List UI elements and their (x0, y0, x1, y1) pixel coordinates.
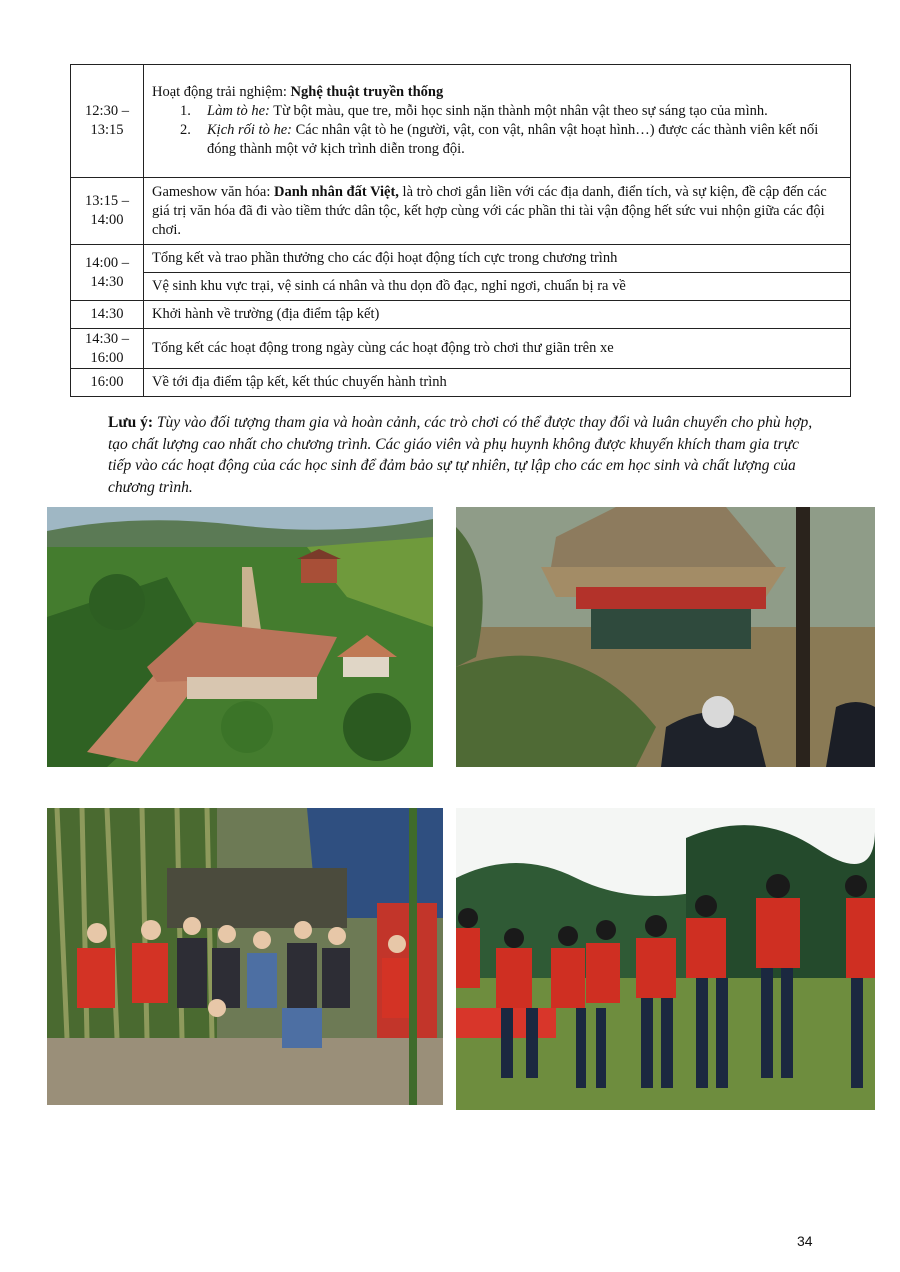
schedule-row (71, 245, 851, 273)
activity-cell (144, 178, 851, 245)
time-text: 14:00 – 14:30 (85, 254, 129, 290)
activity-cell: Về tới địa điểm tập kết, kết thúc chuyến hành trình (144, 369, 851, 397)
schedule-row (71, 329, 851, 369)
schedule-row (71, 178, 851, 245)
activity-bold: Danh nhân đất Việt, (274, 183, 399, 200)
schedule-row (71, 369, 851, 397)
time-cell: 16:00 (71, 369, 144, 397)
activity-cell (144, 65, 851, 178)
list-number: 1. (180, 103, 191, 119)
activity-cell: Khởi hành về trường (địa điểm tập kết) (144, 301, 851, 329)
photo-students-dancing (456, 808, 875, 1110)
item-text: Từ bột màu, que tre, mỗi học sinh nặn thành một nhân vật theo sự sáng tạo của mình. (269, 103, 768, 119)
note-label: Lưu ý: (108, 414, 154, 431)
item-title: Làm tò he: (207, 103, 270, 119)
activity-cell: Tổng kết và trao phần thưởng cho các đội hoạt động tích cực trong chương trình (144, 245, 851, 273)
note-paragraph (108, 412, 823, 498)
heading-prefix: Hoạt động trải nghiệm: (152, 84, 291, 100)
item-title: Kịch rối tò he: (207, 122, 292, 138)
list-item (152, 102, 842, 121)
activity-cell: Tổng kết các hoạt động trong ngày cùng các hoạt động trò chơi thư giãn trên xe (144, 329, 851, 369)
activity-text: là trò chơi gắn liền với các địa danh, điển tích, và sự kiện, đề cập đến các giá trị văn hóa đã đi vào tiềm thức dân tộc, kết hợp cùng với các phần thi tài vận động hết sức vui nhộn giữa các đội chơi. (152, 183, 827, 238)
schedule-table (70, 64, 851, 397)
photo-village-aerial (47, 507, 433, 767)
activity-cell: Vệ sinh khu vực trại, vệ sinh cá nhân và thu dọn đồ đạc, nghỉ ngơi, chuẩn bị ra về (144, 273, 851, 301)
activity-list (152, 102, 842, 159)
time-cell (71, 178, 144, 245)
note-text: Tùy vào đối tượng tham gia và hoàn cảnh, các trò chơi có thể được thay đổi và luân chuyển cho phù hợp, tạo chất lượng cao nhất cho chương trình. Các giáo viên và phụ huynh không được khuyến khích tham gia trực tiếp vào các hoạt động của các học sinh để đảm bảo sự tự nhiên, tự lập cho các em học sinh và chất lượng của chương trình. (108, 414, 813, 496)
activity-prefix: Gameshow văn hóa: (152, 183, 275, 200)
time-cell: 14:30 (71, 301, 144, 329)
list-item (152, 121, 842, 159)
time-cell: 14:30 – 16:00 (71, 329, 144, 369)
time-cell (71, 245, 144, 301)
schedule-row (71, 65, 851, 178)
list-number: 2. (180, 122, 191, 138)
time-text: 12:30 – 13:15 (85, 103, 129, 138)
photo-water-puppet-pavilion (456, 507, 875, 767)
schedule-row (71, 273, 851, 301)
page-number: 34 (797, 1233, 813, 1249)
photo-student-group (47, 808, 443, 1105)
schedule-row (71, 301, 851, 329)
time-cell (71, 65, 144, 178)
item-text: Các nhân vật tò he (người, vật, con vật, nhân vật hoạt hình…) được các thành viên kết nối đóng thành một vở kịch trình diễn trong đội. (207, 122, 819, 157)
heading-bold: Nghệ thuật truyền thống (290, 84, 444, 100)
time-text: 13:15 – 14:00 (85, 193, 129, 228)
activity-heading (152, 83, 842, 102)
